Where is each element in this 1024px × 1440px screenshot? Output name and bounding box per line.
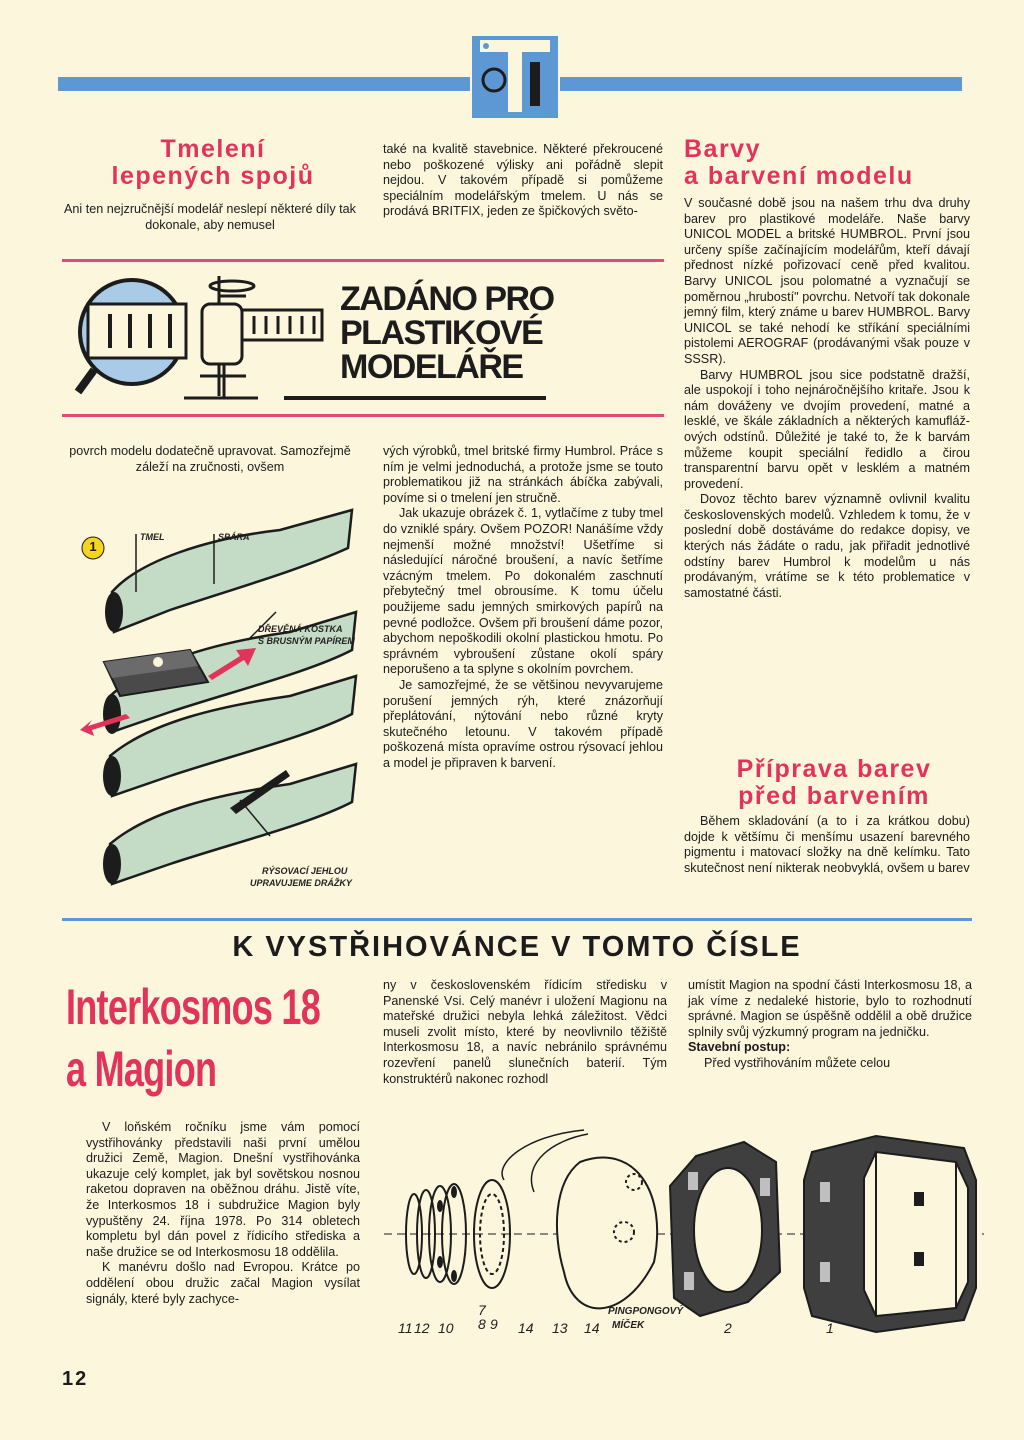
- barvy-text: [684, 196, 970, 601]
- vystrihovanka-col3: [688, 978, 972, 1072]
- banner-line-bottom: [62, 414, 664, 417]
- airplane-magnifier-illustration: [74, 266, 344, 412]
- tmeleni-paragraph-3: Je samozřejmé, že se většinou nevyvarujeme porušení jemných rýh, které znázorňují přeplátování, nýtování nebo různé kryty skutečného letounu. V takovém případě poškozená místa opravíme ostrou rýsovací jehlou a model je připraven k barvení.: [383, 677, 663, 770]
- stavebni-postup-label: Stavební postup:: [688, 1040, 791, 1055]
- zadano-underline: [284, 396, 546, 400]
- ball-label-1: PINGPONGOVÝ: [608, 1306, 684, 1317]
- barvy-title-line2: a barvení modelu: [684, 162, 914, 190]
- ball-label-2: MÍČEK: [612, 1320, 645, 1331]
- vystrihovanka-col3-p1: umístit Magion na spodní části Interkosmosu 18, a jak víme z nedaleké historie, bylo to rozhodnutí správné. Magion se úspěšně oddělil a obě družice splnily svůj výzkumný program na jedničku.: [688, 978, 972, 1039]
- banner-line-top: [62, 259, 664, 262]
- part-label-2: 2: [724, 1320, 732, 1336]
- tmeleni-title: [68, 136, 358, 190]
- part-label-13: 13: [552, 1320, 568, 1336]
- label-kostka-2: S BRUSNÝM PAPÍREM: [258, 636, 355, 646]
- barvy-paragraph-3: Dovoz těchto barev významně ovlivnil kvalitu československých modelů. Vzhledem k tomu, že v poslední době dostáváme do redakce dopisy, ve kterých nás žádáte o radu, jak přiřadit jednotlivé odstíny barev Humbrol k modelům u nás prodávaným, vrátíme se k této problematice v samostatné části.: [684, 492, 970, 600]
- vystrihovanka-col1: [86, 1120, 360, 1307]
- tmeleni-title-line2: lepených spojů: [111, 162, 315, 190]
- part-label-1: 1: [826, 1320, 834, 1336]
- zadano-line3: MODELÁŘE: [340, 348, 523, 386]
- vystrihovanka-col1-p2: K manévru došlo nad Evropou. Krátce po oddělení obou družic začal Magion vysílat signály, které byly zachyce-: [86, 1260, 360, 1306]
- barvy-paragraph-2: Barvy HUMBROL jsou sice podstatně dražší, ale uspokojí i toho nejnáročnějšího kritaře. Jsou k nám dováženy ve dvojím provedení, matné a lesklé, ve škále základních a některých kamuflážových odstínů. Důležité je také to, že k barvám můžeme koupit speciální ředidlo a čirou transparentní barvu opět v lesklém a matném provedení.: [684, 367, 970, 491]
- interkosmos-title-line1: Interkosmos 18: [66, 979, 321, 1035]
- header-bar-right: [560, 77, 962, 91]
- zadano-line1: ZADÁNO PRO: [340, 280, 554, 318]
- label-jehla-2: UPRAVUJEME DRÁŽKY: [250, 878, 352, 888]
- tmeleni-title-line1: Tmelení: [160, 135, 266, 163]
- label-jehla-1: RÝSOVACÍ JEHLOU: [262, 866, 348, 876]
- figure-number: 1: [89, 539, 97, 554]
- interkosmos-title-line2: a Magion: [66, 1041, 217, 1097]
- label-spara: SPÁRA: [218, 532, 250, 542]
- barvy-title-line1: Barvy: [684, 135, 761, 163]
- section-divider: [62, 918, 972, 921]
- header-bar-left: [58, 77, 470, 91]
- label-tmel: TMEL: [140, 532, 165, 542]
- zadano-line2: PLASTIKOVÉ: [340, 314, 543, 352]
- vystrihovanka-col2: ny v československém řídicím středisku v Panenské Vsi. Celý manévr i uložení Magionu na mateřské družici nebyla lehká záležitost. Vědci museli zvolit místo, které by neovlivnilo těžiště Interkosmosu 18, a navíc nebránilo správnému rozevření panelů slunečních baterií. Tým konstruktérů nakonec rozhodl: [383, 978, 667, 1086]
- part-label-14b: 14: [584, 1320, 600, 1336]
- tmeleni-col1-bottom: povrch modelu dodatečně upravovat. Samozřejmě záleží na zručnosti, ovšem: [69, 444, 351, 474]
- tmeleni-col2-bottom: [383, 444, 663, 771]
- page-number: 12: [62, 1368, 89, 1390]
- vystrihovanka-col3-end: Před vystřihováním můžete celou: [704, 1055, 891, 1070]
- priprava-title: [684, 756, 984, 810]
- part-label-10: 10: [438, 1320, 454, 1336]
- barvy-paragraph-1: V současné době jsou na našem trhu dva druhy barev pro plastikové modeláře. Naše barvy UNICOL MODEL a britské HUMBROL. První jsou určeny spíše začínajícím modelářům, kteří dávají přednost nízké pořizovací ceně před kvalitou. Barvy UNICOL jsou polomatné a vyznačují se poměrnou „hrubostí" povrchu. Netvoří tak dokonale jemný film, který známe u barev HUMBROL. Barvy UNICOL se také nehodí ke stříkání speciálními pistolemi AEROGRAF (prodávanými však pouze v SSSR).: [684, 196, 970, 366]
- magion-exploded-drawing: [384, 1122, 984, 1342]
- vystrihovanka-col1-p1: V loňském ročníku jsme vám pomocí vystřihovánky představili naši první umělou družici Země, Magion. Dnešní vystřihovánka ukazuje celý komplet, jak byl sovětskou nosnou raketou dopraven na oběžnou dráhu. Jistě víte, že Interkosmos 18 i subdružice Magion byly vypuštěny 24. října 1978. Po 314 obletech kompletu byl dán povel z řídicího střediska a naše družice se od Interkosmosu 18 oddělila.: [86, 1120, 360, 1259]
- part-label-12: 12: [414, 1320, 430, 1336]
- part-label-8: 8: [478, 1316, 486, 1332]
- zadano-heading: [340, 282, 554, 384]
- part-label-9: 9: [490, 1316, 498, 1332]
- priprava-title-line2: před barvením: [738, 782, 930, 810]
- vystrihovanka-heading: K VYSTŘIHOVÁNCE V TOMTO ČÍSLE: [232, 931, 802, 963]
- tmeleni-col2-top: také na kvalitě stavebnice. Některé překroucené nebo poškozené výlisky ani pořádně slepit nejdou. V takovém případě si pomůžeme speciálním modelářským tmelem. U nás se prodává BRITFIX, jeden ze špičkových světo-: [383, 142, 663, 219]
- priprava-title-line1: Příprava barev: [736, 755, 932, 783]
- tmeleni-intro: Ani ten nejzručnější modelář neslepí některé díly tak dokonale, aby nemusel: [64, 202, 356, 232]
- tools-icon: [472, 36, 558, 118]
- part-label-11: 11: [398, 1320, 413, 1336]
- figure-1-illustration: [80, 500, 380, 902]
- tmeleni-paragraph-2: Jak ukazuje obrázek č. 1, vytlačíme z tuby tmel do vzniklé spáry. Ovšem POZOR! Nanášíme vždy nejmenší možné množství! Ušetříme si následující náročné broušení, a navíc šetříme vzácným tmelem. Po dokonalém zaschnutí přebytečný tmel obrousíme. K tomu účelu použijeme sadu jemných smirkových papírů na pevné podložce. Ovšem při broušení dáme pozor, abychom nepoškodili okolní plastickou hmotu. Po správném vybroušení zůstane okolí spáry neporušeno a ta splyne s okolním povrchem.: [383, 506, 663, 677]
- priprava-text: Během skladování (a to i za krátkou dobu) dojde k většímu či menšímu usazení barevného pigmentu i matovací složky na dně kelímku. Tato skutečnost není nikterak neobvyklá, ovšem u barev: [684, 814, 970, 875]
- part-label-14a: 14: [518, 1320, 534, 1336]
- part-label-7: 7: [478, 1302, 486, 1318]
- interkosmos-title: [66, 976, 321, 1100]
- tmeleni-paragraph-1: vých výrobků, tmel britské firmy Humbrol. Práce s ním je velmi jednoduchá, a protože jsme se touto problematikou již na stránkách ábíčka zabývali, povíme si o tmelení jen stručně.: [383, 444, 663, 505]
- label-kostka-1: DŘEVĚNÁ KOSTKA: [258, 624, 343, 634]
- barvy-title: [684, 136, 984, 190]
- abc-logo: [472, 36, 558, 118]
